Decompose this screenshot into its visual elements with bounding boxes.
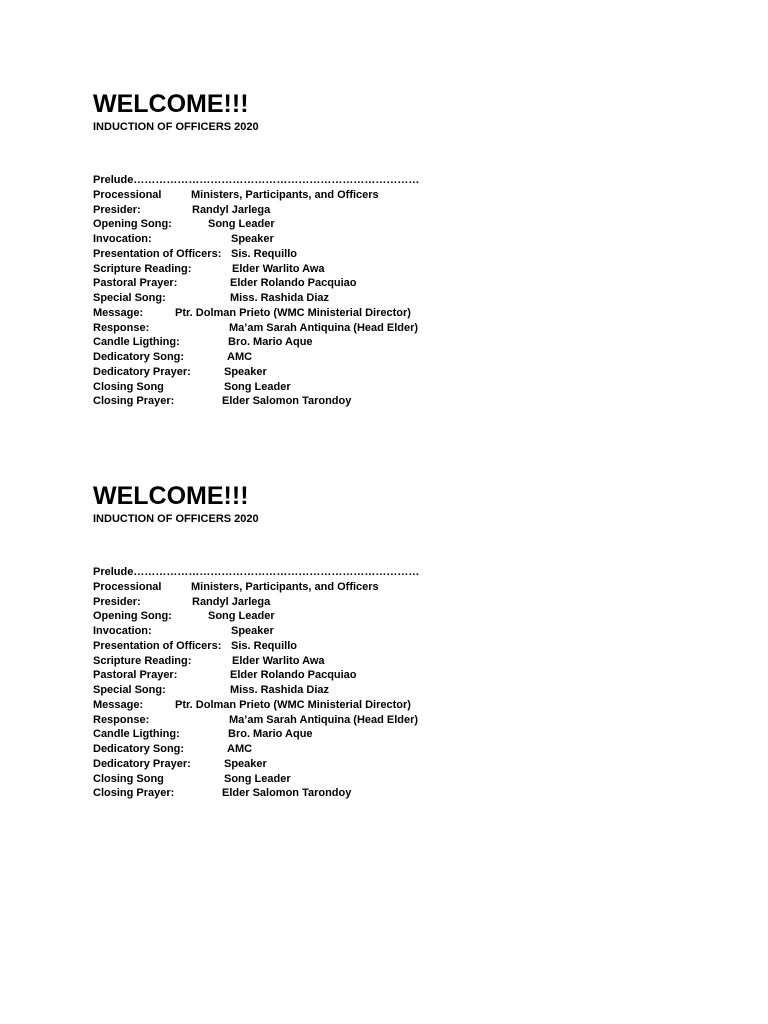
program-item (93, 276, 693, 291)
program-item-label: Closing Prayer: (93, 787, 175, 800)
program-item-label: Dedicatory Song: (93, 743, 185, 755)
program-item-label: Invocation: (93, 625, 152, 637)
program-section (93, 88, 693, 409)
program-item (93, 683, 693, 698)
program-item-label: Prelude…………………………………………………………………… (93, 566, 420, 578)
program-item-label: Invocation: (93, 233, 152, 245)
program-item-value: Ptr. Dolman Prieto (WMC Ministerial Director) (175, 698, 411, 711)
program-item (93, 321, 693, 336)
program-item-value: Ma’am Sarah Antiquina (Head Elder) (229, 321, 419, 334)
program-item-value: AMC (227, 743, 253, 755)
program-item-label: Pastoral Prayer: (93, 669, 178, 682)
program-item (93, 365, 693, 380)
program-item-value: Elder Salomon Tarondoy (222, 787, 352, 800)
program-list (93, 173, 693, 409)
program-item (93, 394, 693, 409)
program-item (93, 380, 693, 395)
program-item-label: Dedicatory Prayer: (93, 365, 191, 378)
program-section (93, 480, 693, 801)
program-item-value: AMC (227, 351, 253, 363)
program-item-value: Ministers, Participants, and Officers (191, 580, 379, 593)
program-item-value: Miss. Rashida Diaz (230, 684, 330, 696)
program-item (93, 247, 693, 262)
program-item-label: Scripture Reading: (93, 654, 192, 667)
event-subtitle: INDUCTION OF OFFICERS 2020 (93, 513, 259, 525)
welcome-title: WELCOME!!! (93, 90, 249, 118)
program-item-value: Elder Rolando Pacquiao (230, 277, 357, 290)
program-item (93, 713, 693, 728)
program-item-value: Randyl Jarlega (192, 203, 271, 216)
program-item (93, 262, 693, 277)
program-item-label: Closing Song (93, 772, 164, 785)
program-item (93, 350, 693, 365)
program-item-label: Dedicatory Song: (93, 351, 185, 363)
program-item-value: Ma’am Sarah Antiquina (Head Elder) (229, 713, 419, 726)
program-item-value: Speaker (231, 625, 274, 637)
program-item-value: Speaker (224, 757, 267, 770)
program-item (93, 580, 693, 595)
program-item-value: Song Leader (208, 610, 275, 623)
program-item (93, 188, 693, 203)
program-item (93, 639, 693, 654)
program-item (93, 203, 693, 218)
program-item (93, 727, 693, 742)
program-item-label: Presentation of Officers: (93, 639, 222, 652)
program-item (93, 232, 693, 247)
program-item (93, 654, 693, 669)
program-item-label: Candle Ligthing: (93, 336, 180, 349)
program-item-label: Response: (93, 321, 150, 334)
program-item-label: Opening Song: (93, 610, 172, 623)
program-item (93, 668, 693, 683)
program-item-label: Candle Ligthing: (93, 728, 180, 741)
program-item (93, 786, 693, 801)
program-item (93, 624, 693, 639)
program-item (93, 609, 693, 624)
program-item-label: Closing Song (93, 380, 164, 393)
program-item-label: Opening Song: (93, 218, 172, 231)
program-item-label: Presider: (93, 595, 141, 608)
program-item-label: Presentation of Officers: (93, 247, 222, 260)
program-item-value: Elder Salomon Tarondoy (222, 395, 352, 408)
program-item-value: Speaker (231, 233, 274, 245)
program-item (93, 217, 693, 232)
program-item (93, 173, 693, 188)
program-item-label: Processional (93, 188, 162, 201)
program-item (93, 595, 693, 610)
program-item-value: Ministers, Participants, and Officers (191, 188, 379, 201)
program-item-label: Special Song: (93, 684, 166, 696)
program-item-label: Response: (93, 713, 150, 726)
program-item-label: Message: (93, 306, 144, 319)
program-item-value: Bro. Mario Aque (228, 336, 313, 349)
program-item-value: Elder Warlito Awa (232, 654, 325, 667)
program-item-value: Elder Warlito Awa (232, 262, 325, 275)
program-item-value: Elder Rolando Pacquiao (230, 669, 357, 682)
program-item-value: Speaker (224, 365, 267, 378)
program-item (93, 306, 693, 321)
program-item (93, 565, 693, 580)
program-item-label: Presider: (93, 203, 141, 216)
program-item-label: Special Song: (93, 292, 166, 304)
program-item-value: Bro. Mario Aque (228, 728, 313, 741)
program-item-label: Dedicatory Prayer: (93, 757, 191, 770)
program-item (93, 335, 693, 350)
program-item (93, 772, 693, 787)
event-subtitle: INDUCTION OF OFFICERS 2020 (93, 121, 259, 133)
program-item (93, 698, 693, 713)
program-item-value: Song Leader (224, 772, 291, 785)
program-item-label: Scripture Reading: (93, 262, 192, 275)
program-item-value: Sis. Requillo (231, 639, 298, 652)
program-item-value: Song Leader (224, 380, 291, 393)
program-item (93, 742, 693, 757)
program-item-value: Sis. Requillo (231, 247, 298, 260)
program-item (93, 757, 693, 772)
program-item-label: Pastoral Prayer: (93, 277, 178, 290)
program-item-label: Message: (93, 698, 144, 711)
welcome-title: WELCOME!!! (93, 482, 249, 510)
program-item-value: Randyl Jarlega (192, 595, 271, 608)
program-item-value: Miss. Rashida Diaz (230, 292, 330, 304)
program-item-label: Prelude…………………………………………………………………… (93, 174, 420, 186)
program-item-label: Processional (93, 580, 162, 593)
program-item-value: Ptr. Dolman Prieto (WMC Ministerial Director) (175, 306, 411, 319)
program-list (93, 565, 693, 801)
program-item (93, 291, 693, 306)
program-item-label: Closing Prayer: (93, 395, 175, 408)
program-item-value: Song Leader (208, 218, 275, 231)
